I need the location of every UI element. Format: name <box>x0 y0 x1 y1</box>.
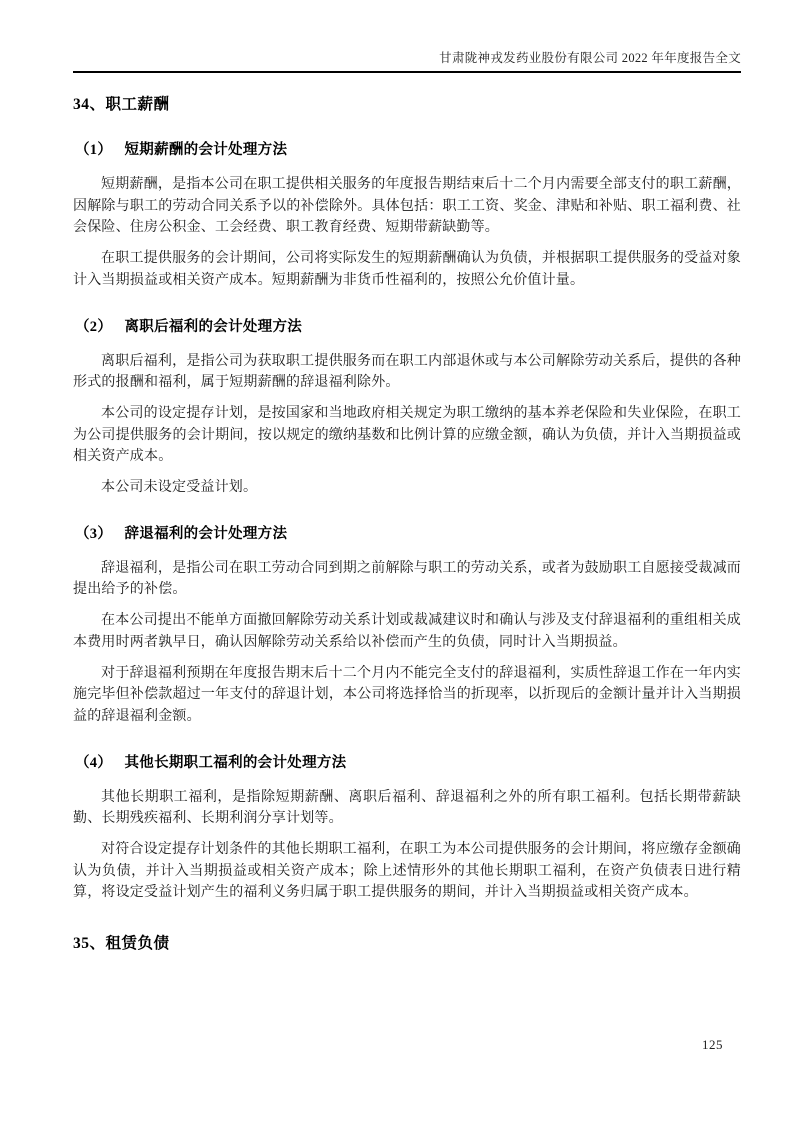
document-body <box>73 95 741 954</box>
subsection-title: 辞退福利的会计处理方法 <box>124 525 288 542</box>
section-heading-35: 35、租赁负债 <box>73 935 170 953</box>
subsection-title: 短期薪酬的会计处理方法 <box>124 142 288 158</box>
subsection-heading-4 <box>75 754 741 773</box>
subsection-number: （3） <box>75 525 113 542</box>
header-title: 甘肃陇神戎发药业股份有限公司 2022 年年度报告全文 <box>439 51 741 65</box>
paragraph: 对符合设定提存计划条件的其他长期职工福利，在职工为本公司提供服务的会计期间，将应缴存金额确认为负债，并计入当期损益或相关资产成本；除上述情形外的其他长期职工福利，在资产负债表日进行精算，将设定受益计划产生的福利义务归属于职工提供服务的期间，并计入当期损益或相关资产成本。 <box>73 842 741 901</box>
subsection-heading-3 <box>75 525 741 544</box>
paragraph: 离职后福利，是指公司为获取职工提供服务而在职工内部退休或与本公司解除劳动关系后，提供的各种形式的报酬和福利，属于短期薪酬的辞退福利除外。 <box>73 353 741 391</box>
subsection-heading-1 <box>75 141 741 160</box>
paragraph: 在本公司提出不能单方面撤回解除劳动关系计划或裁减建议时和确认与涉及支付辞退福利的重组相关成本费用时两者孰早日，确认因解除劳动关系给以补偿而产生的负债，同时计入当期损益。 <box>73 613 741 650</box>
subsection-number: （2） <box>75 318 113 335</box>
section-heading-34: 34、职工薪酬 <box>73 96 170 113</box>
paragraph: 其他长期职工福利，是指除短期薪酬、离职后福利、辞退福利之外的所有职工福利。包括长期带薪缺勤、长期残疾福利、长期利润分享计划等。 <box>73 789 741 827</box>
paragraph: 本公司的设定提存计划，是按国家和当地政府相关规定为职工缴纳的基本养老保险和失业保险，在职工为公司提供服务的会计期间，按以规定的缴纳基数和比例计算的应缴金额，确认为负债，并计入当期损益或相关资产成本。 <box>73 405 741 465</box>
subsection-number: （1） <box>75 142 113 158</box>
subsection-title: 其他长期职工福利的会计处理方法 <box>124 754 347 771</box>
paragraph: 短期薪酬，是指本公司在职工提供相关服务的年度报告期结束后十二个月内需要全部支付的职工薪酬，因解除与职工的劳动合同关系予以的补偿除外。具体包括：职工工资、奖金、津贴和补贴、职工福利费、社会保险、住房公积金、工会经费、职工教育经费、短期带薪缺勤等。 <box>73 177 741 236</box>
paragraph: 在职工提供服务的会计期间，公司将实际发生的短期薪酬确认为负债，并根据职工提供服务的受益对象计入当期损益或相关资产成本。短期薪酬为非货币性福利的，按照公允价值计量。 <box>73 251 741 288</box>
subsection-title: 离职后福利的会计处理方法 <box>124 318 303 335</box>
paragraph: 对于辞退福利预期在年度报告期末后十二个月内不能完全支付的辞退福利，实质性辞退工作在一年内实施完毕但补偿款超过一年支付的辞退计划，本公司将选择恰当的折现率，以折现后的金额计量并计入当期损益的辞退福利金额。 <box>73 665 741 724</box>
page-header <box>73 50 741 73</box>
page-number: 125 <box>702 1037 723 1052</box>
subsection-number: （4） <box>75 754 113 771</box>
paragraph: 辞退福利，是指公司在职工劳动合同到期之前解除与职工的劳动关系，或者为鼓励职工自愿接受裁减而提出给予的补偿。 <box>73 560 741 598</box>
subsection-heading-2 <box>75 318 741 337</box>
paragraph: 本公司未设定受益计划。 <box>101 480 258 496</box>
